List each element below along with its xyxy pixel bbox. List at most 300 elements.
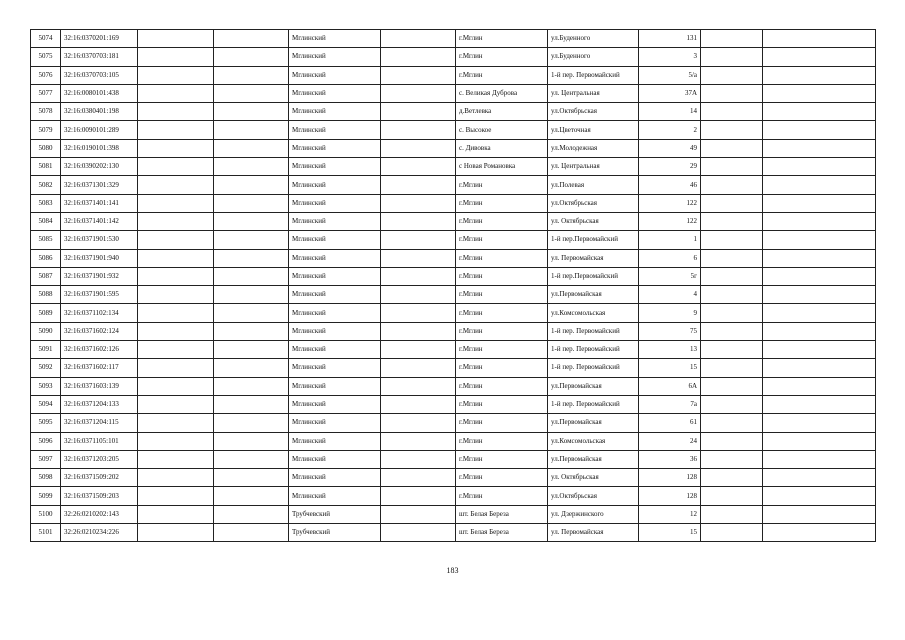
empty-cell — [381, 487, 456, 505]
cadastral-number: 32:16:0371901:595 — [61, 286, 138, 304]
house-number-cell: 14 — [639, 103, 701, 121]
house-number-cell: 128 — [639, 469, 701, 487]
locality-cell: д.Ветлевка — [456, 103, 548, 121]
empty-cell — [701, 487, 763, 505]
empty-cell — [701, 414, 763, 432]
table-row — [31, 103, 876, 121]
empty-cell — [381, 395, 456, 413]
cadastral-number: 32:16:0371509:203 — [61, 487, 138, 505]
empty-cell — [701, 30, 763, 48]
table-row — [31, 395, 876, 413]
table-row — [31, 286, 876, 304]
street-cell: ул. Центральная — [548, 84, 639, 102]
empty-cell — [138, 84, 214, 102]
table-row — [31, 121, 876, 139]
empty-cell — [381, 231, 456, 249]
empty-cell — [214, 469, 289, 487]
empty-cell — [381, 103, 456, 121]
street-cell: ул. Октябрьская — [548, 212, 639, 230]
empty-cell — [138, 432, 214, 450]
empty-cell — [381, 249, 456, 267]
empty-cell — [381, 469, 456, 487]
empty-cell — [381, 30, 456, 48]
table-row — [31, 524, 876, 542]
row-number: 5087 — [31, 267, 61, 285]
table-row — [31, 377, 876, 395]
empty-cell — [701, 231, 763, 249]
locality-cell: г.Мглин — [456, 487, 548, 505]
district-cell: Мглинский — [289, 341, 381, 359]
table-body — [31, 30, 876, 542]
locality-cell: г.Мглин — [456, 414, 548, 432]
district-cell: Мглинский — [289, 48, 381, 66]
empty-cell — [138, 505, 214, 523]
empty-cell — [701, 505, 763, 523]
empty-cell — [763, 395, 876, 413]
row-number: 5090 — [31, 322, 61, 340]
house-number-cell: 24 — [639, 432, 701, 450]
row-number: 5074 — [31, 30, 61, 48]
house-number-cell: 2 — [639, 121, 701, 139]
street-cell: ул.Первомайская — [548, 414, 639, 432]
district-cell: Мглинский — [289, 395, 381, 413]
cadastral-number: 32:16:0371102:134 — [61, 304, 138, 322]
empty-cell — [138, 487, 214, 505]
table-row — [31, 249, 876, 267]
empty-cell — [701, 121, 763, 139]
district-cell: Мглинский — [289, 66, 381, 84]
district-cell: Мглинский — [289, 158, 381, 176]
empty-cell — [214, 359, 289, 377]
empty-cell — [138, 322, 214, 340]
district-cell: Мглинский — [289, 414, 381, 432]
empty-cell — [214, 48, 289, 66]
table-row — [31, 176, 876, 194]
district-cell: Мглинский — [289, 231, 381, 249]
cadastral-number: 32:16:0371901:932 — [61, 267, 138, 285]
page-number: 183 — [446, 566, 459, 575]
row-number: 5082 — [31, 176, 61, 194]
cadastral-number: 32:16:0371401:142 — [61, 212, 138, 230]
empty-cell — [214, 194, 289, 212]
empty-cell — [763, 66, 876, 84]
street-cell: ул.Цветочная — [548, 121, 639, 139]
street-cell: ул.Октябрьская — [548, 103, 639, 121]
row-number: 5086 — [31, 249, 61, 267]
empty-cell — [381, 121, 456, 139]
house-number-cell: 12 — [639, 505, 701, 523]
house-number-cell: 15 — [639, 359, 701, 377]
empty-cell — [701, 341, 763, 359]
house-number-cell: 131 — [639, 30, 701, 48]
table-row — [31, 505, 876, 523]
table-row — [31, 212, 876, 230]
district-cell: Мглинский — [289, 377, 381, 395]
locality-cell: г.Мглин — [456, 450, 548, 468]
locality-cell: г.Мглин — [456, 322, 548, 340]
locality-cell: г.Мглин — [456, 212, 548, 230]
street-cell: ул.Буденного — [548, 48, 639, 66]
table-row — [31, 48, 876, 66]
empty-cell — [701, 66, 763, 84]
district-cell: Мглинский — [289, 322, 381, 340]
empty-cell — [763, 322, 876, 340]
row-number: 5083 — [31, 194, 61, 212]
row-number: 5095 — [31, 414, 61, 432]
street-cell: 1-й пер. Первомайский — [548, 322, 639, 340]
cadastral-number: 32:16:0371204:133 — [61, 395, 138, 413]
empty-cell — [763, 359, 876, 377]
empty-cell — [381, 377, 456, 395]
empty-cell — [763, 304, 876, 322]
cadastral-number: 32:16:0370201:169 — [61, 30, 138, 48]
empty-cell — [381, 450, 456, 468]
house-number-cell: 6 — [639, 249, 701, 267]
row-number: 5085 — [31, 231, 61, 249]
district-cell: Мглинский — [289, 103, 381, 121]
locality-cell: шт. Белая Береза — [456, 505, 548, 523]
empty-cell — [214, 66, 289, 84]
empty-cell — [138, 66, 214, 84]
table-row — [31, 341, 876, 359]
locality-cell: г.Мглин — [456, 395, 548, 413]
empty-cell — [701, 469, 763, 487]
empty-cell — [138, 450, 214, 468]
empty-cell — [763, 194, 876, 212]
house-number-cell: 122 — [639, 212, 701, 230]
district-cell: Мглинский — [289, 286, 381, 304]
empty-cell — [381, 414, 456, 432]
empty-cell — [701, 359, 763, 377]
cadastral-number: 32:26:0210234:226 — [61, 524, 138, 542]
district-cell: Мглинский — [289, 212, 381, 230]
cadastral-number: 32:16:0371901:530 — [61, 231, 138, 249]
empty-cell — [381, 139, 456, 157]
empty-cell — [763, 103, 876, 121]
locality-cell: г.Мглин — [456, 469, 548, 487]
table-row — [31, 469, 876, 487]
empty-cell — [214, 176, 289, 194]
house-number-cell: 75 — [639, 322, 701, 340]
empty-cell — [763, 231, 876, 249]
empty-cell — [214, 341, 289, 359]
empty-cell — [138, 231, 214, 249]
cadastral-number: 32:16:0371301:329 — [61, 176, 138, 194]
empty-cell — [763, 341, 876, 359]
table-row — [31, 84, 876, 102]
row-number: 5084 — [31, 212, 61, 230]
empty-cell — [701, 432, 763, 450]
empty-cell — [214, 505, 289, 523]
locality-cell: г.Мглин — [456, 176, 548, 194]
locality-cell: г.Мглин — [456, 48, 548, 66]
district-cell: Мглинский — [289, 304, 381, 322]
empty-cell — [214, 432, 289, 450]
empty-cell — [701, 322, 763, 340]
empty-cell — [381, 267, 456, 285]
house-number-cell: 5/а — [639, 66, 701, 84]
table-row — [31, 30, 876, 48]
district-cell: Мглинский — [289, 432, 381, 450]
row-number: 5077 — [31, 84, 61, 102]
empty-cell — [138, 524, 214, 542]
empty-cell — [763, 286, 876, 304]
empty-cell — [138, 359, 214, 377]
row-number: 5098 — [31, 469, 61, 487]
district-cell: Мглинский — [289, 469, 381, 487]
empty-cell — [763, 158, 876, 176]
empty-cell — [701, 103, 763, 121]
empty-cell — [763, 30, 876, 48]
empty-cell — [701, 212, 763, 230]
empty-cell — [214, 103, 289, 121]
house-number-cell: 3 — [639, 48, 701, 66]
table-row — [31, 158, 876, 176]
row-number: 5099 — [31, 487, 61, 505]
empty-cell — [214, 84, 289, 102]
house-number-cell: 6А — [639, 377, 701, 395]
cadastral-number: 32:16:0371509:202 — [61, 469, 138, 487]
empty-cell — [701, 158, 763, 176]
street-cell: ул.Октябрьская — [548, 194, 639, 212]
row-number: 5089 — [31, 304, 61, 322]
empty-cell — [381, 341, 456, 359]
street-cell: 1-й пер. Первомайский — [548, 395, 639, 413]
empty-cell — [214, 414, 289, 432]
cadastral-number: 32:16:0190101:398 — [61, 139, 138, 157]
house-number-cell: 9 — [639, 304, 701, 322]
house-number-cell: 15 — [639, 524, 701, 542]
house-number-cell: 7а — [639, 395, 701, 413]
cadastral-number: 32:16:0380401:198 — [61, 103, 138, 121]
empty-cell — [214, 450, 289, 468]
street-cell: ул. Дзержинского — [548, 505, 639, 523]
empty-cell — [701, 304, 763, 322]
district-cell: Мглинский — [289, 176, 381, 194]
empty-cell — [138, 158, 214, 176]
records-table — [30, 29, 876, 542]
street-cell: ул.Комсомольская — [548, 432, 639, 450]
empty-cell — [214, 395, 289, 413]
empty-cell — [138, 469, 214, 487]
row-number: 5078 — [31, 103, 61, 121]
table-row — [31, 432, 876, 450]
empty-cell — [214, 249, 289, 267]
street-cell: ул.Комсомольская — [548, 304, 639, 322]
empty-cell — [214, 377, 289, 395]
street-cell: ул. Центральная — [548, 158, 639, 176]
house-number-cell: 13 — [639, 341, 701, 359]
locality-cell: г.Мглин — [456, 304, 548, 322]
locality-cell: г.Мглин — [456, 194, 548, 212]
empty-cell — [381, 505, 456, 523]
empty-cell — [763, 249, 876, 267]
district-cell: Мглинский — [289, 359, 381, 377]
empty-cell — [381, 322, 456, 340]
empty-cell — [381, 176, 456, 194]
locality-cell: шт. Белая Береза — [456, 524, 548, 542]
empty-cell — [381, 194, 456, 212]
cadastral-number: 32:16:0080101:438 — [61, 84, 138, 102]
row-number: 5081 — [31, 158, 61, 176]
row-number: 5093 — [31, 377, 61, 395]
locality-cell: г.Мглин — [456, 359, 548, 377]
street-cell: ул. Октябрьская — [548, 469, 639, 487]
empty-cell — [701, 176, 763, 194]
locality-cell: с. Великая Дуброва — [456, 84, 548, 102]
street-cell: 1-й пер. Первомайский — [548, 359, 639, 377]
empty-cell — [763, 84, 876, 102]
house-number-cell: 29 — [639, 158, 701, 176]
table-row — [31, 487, 876, 505]
empty-cell — [381, 524, 456, 542]
empty-cell — [138, 194, 214, 212]
empty-cell — [214, 304, 289, 322]
cadastral-number: 32:16:0371602:126 — [61, 341, 138, 359]
locality-cell: с. Высокое — [456, 121, 548, 139]
empty-cell — [763, 450, 876, 468]
empty-cell — [381, 304, 456, 322]
house-number-cell: 5г — [639, 267, 701, 285]
street-cell: ул. Первомайская — [548, 524, 639, 542]
empty-cell — [214, 487, 289, 505]
district-cell: Мглинский — [289, 30, 381, 48]
row-number: 5101 — [31, 524, 61, 542]
cadastral-number: 32:16:0370703:181 — [61, 48, 138, 66]
locality-cell: с Новая Романовка — [456, 158, 548, 176]
street-cell: 1-й пер.Первомайский — [548, 267, 639, 285]
row-number: 5096 — [31, 432, 61, 450]
empty-cell — [138, 48, 214, 66]
locality-cell: г.Мглин — [456, 267, 548, 285]
street-cell: ул.Буденного — [548, 30, 639, 48]
district-cell: Мглинский — [289, 487, 381, 505]
empty-cell — [138, 176, 214, 194]
locality-cell: г.Мглин — [456, 377, 548, 395]
cadastral-number: 32:16:0390202:130 — [61, 158, 138, 176]
empty-cell — [763, 432, 876, 450]
empty-cell — [138, 121, 214, 139]
house-number-cell: 46 — [639, 176, 701, 194]
district-cell: Трубчевский — [289, 524, 381, 542]
cadastral-number: 32:16:0371602:124 — [61, 322, 138, 340]
empty-cell — [701, 377, 763, 395]
empty-cell — [138, 139, 214, 157]
locality-cell: г.Мглин — [456, 249, 548, 267]
house-number-cell: 128 — [639, 487, 701, 505]
empty-cell — [214, 212, 289, 230]
house-number-cell: 36 — [639, 450, 701, 468]
district-cell: Мглинский — [289, 84, 381, 102]
empty-cell — [381, 158, 456, 176]
street-cell: ул.Первомайская — [548, 377, 639, 395]
empty-cell — [701, 84, 763, 102]
street-cell: 1-й пер. Первомайский — [548, 66, 639, 84]
street-cell: ул.Первомайская — [548, 450, 639, 468]
empty-cell — [214, 231, 289, 249]
table-row — [31, 231, 876, 249]
street-cell: ул.Молодежная — [548, 139, 639, 157]
row-number: 5080 — [31, 139, 61, 157]
street-cell: ул.Полевая — [548, 176, 639, 194]
empty-cell — [763, 487, 876, 505]
empty-cell — [763, 176, 876, 194]
empty-cell — [138, 395, 214, 413]
empty-cell — [138, 103, 214, 121]
locality-cell: г.Мглин — [456, 66, 548, 84]
empty-cell — [763, 48, 876, 66]
district-cell: Трубчевский — [289, 505, 381, 523]
row-number: 5075 — [31, 48, 61, 66]
cadastral-number: 32:26:0210202:143 — [61, 505, 138, 523]
table-row — [31, 304, 876, 322]
row-number: 5076 — [31, 66, 61, 84]
empty-cell — [138, 377, 214, 395]
house-number-cell: 1 — [639, 231, 701, 249]
table-row — [31, 359, 876, 377]
row-number: 5094 — [31, 395, 61, 413]
empty-cell — [763, 524, 876, 542]
district-cell: Мглинский — [289, 249, 381, 267]
empty-cell — [701, 524, 763, 542]
empty-cell — [763, 414, 876, 432]
empty-cell — [138, 304, 214, 322]
cadastral-number: 32:16:0371204:115 — [61, 414, 138, 432]
empty-cell — [138, 212, 214, 230]
locality-cell: г.Мглин — [456, 341, 548, 359]
table-row — [31, 450, 876, 468]
empty-cell — [381, 359, 456, 377]
locality-cell: г.Мглин — [456, 30, 548, 48]
house-number-cell: 37А — [639, 84, 701, 102]
locality-cell: г.Мглин — [456, 432, 548, 450]
locality-cell: с. Дивовка — [456, 139, 548, 157]
table-row — [31, 194, 876, 212]
empty-cell — [138, 286, 214, 304]
district-cell: Мглинский — [289, 194, 381, 212]
row-number: 5088 — [31, 286, 61, 304]
empty-cell — [763, 267, 876, 285]
empty-cell — [701, 139, 763, 157]
row-number: 5100 — [31, 505, 61, 523]
empty-cell — [214, 30, 289, 48]
empty-cell — [763, 212, 876, 230]
empty-cell — [763, 377, 876, 395]
cadastral-number: 32:16:0371105:101 — [61, 432, 138, 450]
district-cell: Мглинский — [289, 121, 381, 139]
cadastral-number: 32:16:0371203:205 — [61, 450, 138, 468]
empty-cell — [214, 267, 289, 285]
empty-cell — [381, 212, 456, 230]
empty-cell — [138, 341, 214, 359]
empty-cell — [701, 450, 763, 468]
empty-cell — [763, 469, 876, 487]
empty-cell — [214, 121, 289, 139]
empty-cell — [138, 414, 214, 432]
empty-cell — [138, 267, 214, 285]
cadastral-number: 32:16:0090101:289 — [61, 121, 138, 139]
street-cell: ул. Первомайская — [548, 249, 639, 267]
empty-cell — [381, 66, 456, 84]
cadastral-number: 32:16:0371603:139 — [61, 377, 138, 395]
empty-cell — [701, 249, 763, 267]
house-number-cell: 61 — [639, 414, 701, 432]
house-number-cell: 122 — [639, 194, 701, 212]
empty-cell — [138, 249, 214, 267]
empty-cell — [701, 48, 763, 66]
empty-cell — [763, 121, 876, 139]
empty-cell — [138, 30, 214, 48]
